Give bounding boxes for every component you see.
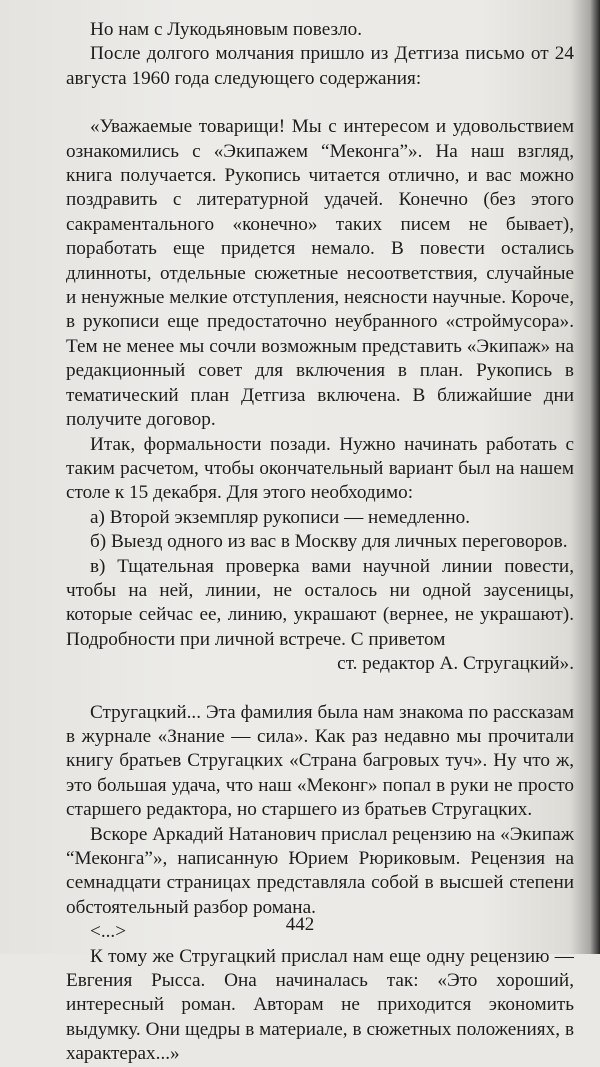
book-spine-shadow xyxy=(590,0,600,954)
letter-list-item: в) Тщательная проверка вами научной линии повести, чтобы на ней, линии, не осталось ни одной заусеницы, которые сейчас ее, линию, украшают (вернее, не украшают). Подробности при личной встрече. С приветом xyxy=(66,555,574,650)
page-number: 442 xyxy=(285,914,315,935)
omission-mark: <...> xyxy=(90,921,127,943)
letter-signature: ст. редактор А. Стругацкий». xyxy=(337,653,574,675)
paragraph: Вскоре Аркадий Натанович прислал рецензию на «Экипаж “Меконга”», написанную Юрием Рюриковым. Рецензия на семнадцати страницах представляла собой в высшей степени обстоятельный разбор романа. xyxy=(66,823,574,918)
paragraph: После долгого молчания пришло из Детгиза письмо от 24 августа 1960 года следующего содержания: xyxy=(66,43,574,89)
letter-list-item: б) Выезд одного из вас в Москву для личных переговоров. xyxy=(90,531,568,553)
page-text xyxy=(66,18,574,1067)
paragraph: Стругацкий... Эта фамилия была нам знакома по рассказам в журнале «Знание — сила». Как раз недавно мы прочитали книгу братьев Стругацких «Страна багровых туч». Ну что ж, это большая удача, что наш «Меконг» попал в руки не просто старшего редактора, но старшего из братьев Стругацких. xyxy=(66,701,574,821)
letter-list-item: а) Второй экземпляр рукописи — немедленно. xyxy=(90,506,471,528)
paragraph: К тому же Стругацкий прислал нам еще одну рецензию — Евгения Рысса. Она начиналась так: «Это хороший, интересный роман. Авторам не приходится экономить выдумку. Они щедры в материале, в сюжетных положениях, в характерах...» xyxy=(66,945,574,1065)
paragraph: Но нам с Лукодьяновым повезло. xyxy=(90,19,362,40)
letter-paragraph: «Уважаемые товарищи! Мы с интересом и удовольствием ознакомились с «Экипажем “Меконга”». На наш взгляд, книга получается. Рукопись читается отлично, и вас можно поздравить с литературной удачей. Конечно (без этого сакраментального «конечно» таких писем не бывает), поработать еще придется немало. В повести остались длинноты, отдельные сюжетные несоответствия, случайные и ненужные мелкие отступления, неясности научные. Короче, в рукописи еще предостаточно неубранного «строймусора». Тем не менее мы сочли возможным представить «Экипаж» на редакционный совет для включения в план. Рукопись в тематический план Детгиза включена. В ближайшие дни получите договор. xyxy=(66,116,574,431)
letter-paragraph: Итак, формальности позади. Нужно начинать работать с таким расчетом, чтобы окончательный вариант был на нашем столе к 15 декабря. Для этого необходимо: xyxy=(66,433,574,504)
